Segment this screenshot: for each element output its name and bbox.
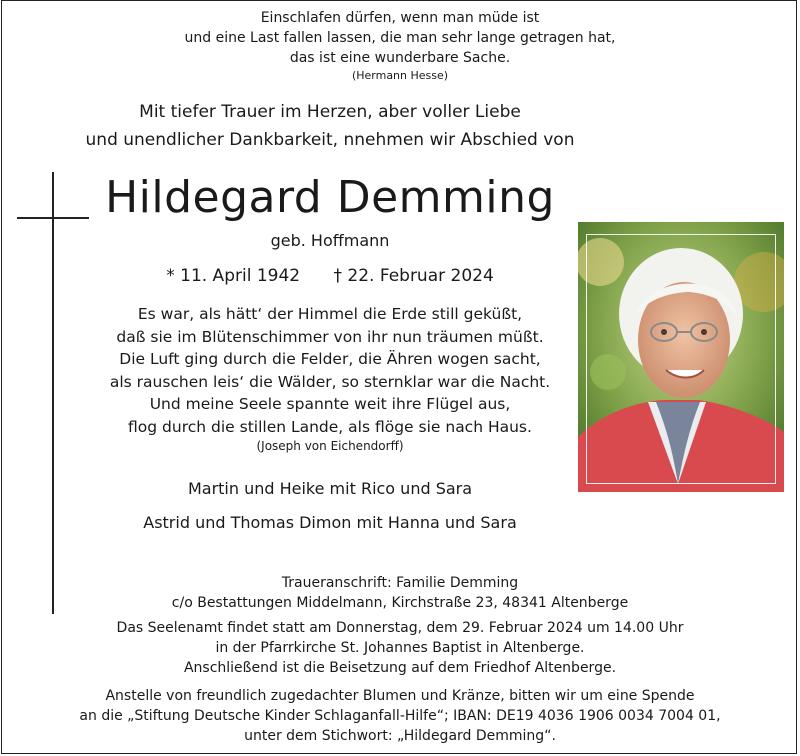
- motto-line: Einschlafen dürfen, wenn man müde ist: [260, 10, 540, 26]
- service-notice: [0, 618, 800, 678]
- motto-author: (Hermann Hesse): [351, 69, 449, 82]
- service-line: in der Pfarrkirche St. Johannes Baptist in Altenberge.: [215, 640, 585, 656]
- donation-line: an die „Stiftung Deutsche Kinder Schlaganfall-Hilfe“; IBAN: DE19 4036 1906 0034 7004 01,: [79, 708, 721, 724]
- poem-line: flog durch die stillen Lande, als flöge sie nach Haus.: [128, 417, 532, 436]
- mourning-address: [0, 573, 800, 613]
- family-line: Astrid und Thomas Dimon mit Hanna und Sara: [143, 513, 517, 532]
- poem-line: als rauschen leis‘ die Wälder, so sternklar war die Nacht.: [109, 372, 551, 391]
- life-dates: [0, 263, 660, 289]
- death-date: † 22. Februar 2024: [333, 266, 494, 286]
- motto-quote: [0, 8, 800, 84]
- intro-line: und unendlicher Dankbarkeit, nnehmen wir Abschied von: [85, 130, 575, 150]
- birth-name: geb. Hoffmann: [270, 231, 390, 250]
- address-line: Traueranschrift: Familie Demming: [281, 575, 519, 591]
- service-line: Das Seelenamt findet statt am Donnerstag, dem 29. Februar 2024 um 14.00 Uhr: [116, 620, 684, 636]
- donation-line: Anstelle von freundlich zugedachter Blumen und Kränze, bitten wir um eine Spende: [105, 688, 695, 704]
- address-line: c/o Bestattungen Middelmann, Kirchstraße 23, 48341 Altenberge: [171, 595, 629, 611]
- poem-line: daß sie im Blütenschimmer von ihr nun träumen müßt.: [116, 327, 544, 346]
- intro-text: [0, 98, 660, 154]
- family-line: Martin und Heike mit Rico und Sara: [187, 479, 473, 498]
- motto-line: das ist eine wunderbare Sache.: [289, 50, 511, 66]
- poem-line: Es war, als hätt‘ der Himmel die Erde still geküßt,: [137, 305, 523, 323]
- birth-date: * 11. April 1942: [166, 266, 301, 286]
- poem-line: Und meine Seele spannte weit ihre Flügel aus,: [149, 395, 511, 413]
- donation-notice: [0, 686, 800, 746]
- portrait-photo: [578, 222, 784, 492]
- motto-line: und eine Last fallen lassen, die man sehr lange getragen hat,: [184, 30, 616, 46]
- poem-line: Die Luft ging durch die Felder, die Ähren wogen sacht,: [119, 350, 541, 368]
- donation-line: unter dem Stichwort: „Hildegard Demming“.: [244, 728, 556, 744]
- poem-author: (Joseph von Eichendorff): [256, 439, 404, 453]
- poem: [0, 303, 660, 454]
- intro-line: Mit tiefer Trauer im Herzen, aber voller Liebe: [139, 102, 521, 122]
- service-line: Anschließend ist die Beisetzung auf dem Friedhof Altenberge.: [183, 660, 617, 676]
- deceased-name: Hildegard Demming: [105, 172, 555, 223]
